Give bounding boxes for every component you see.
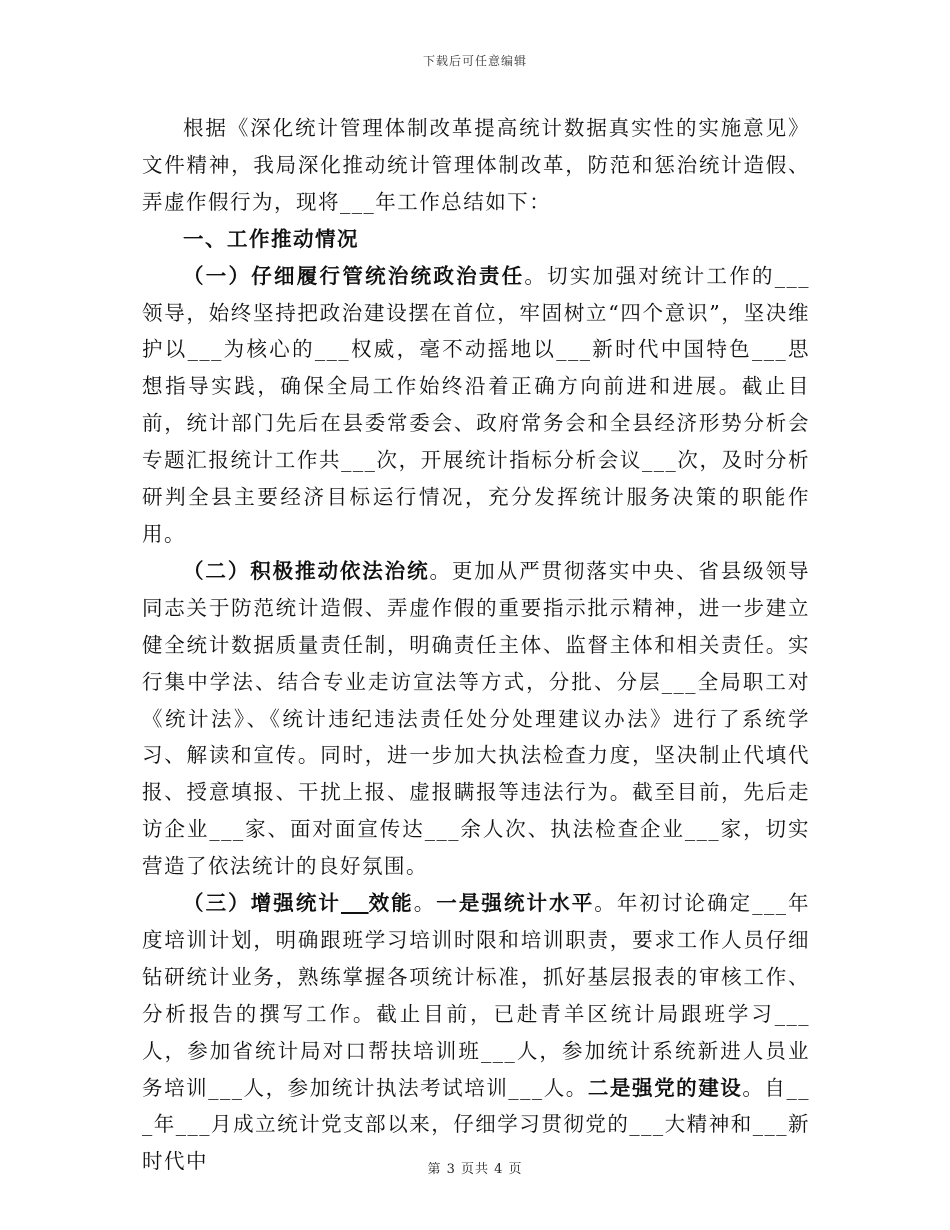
paragraph-3-point-one: 一是强统计水平 xyxy=(436,891,595,916)
paragraph-3-point-two: 二是强党的建设 xyxy=(587,1075,743,1100)
paragraph-2-body: 。更加从严贯彻落实中央、省县级领导同志关于防范统计造假、弄虚作假的重要指示批示精神，进一步建立健全统计数据质量责任制，明确责任主体、监督主体和相关责任。实行集中学法、结合专业走访宣法等方式，分批、分层___全局职工对《统计法》、《统计违纪违法责任处分处理建议办法》进行了系统学习、解读和宣传。同时，进一步加大执法检查力度，坚决制止代填代报、授意填报、干扰上报、虚报瞒报等违法行为。截至目前，先后走访企业___家、面对面宣传达___余人次、执法检查企业___家，切实营造了依法统计的良好氛围。 xyxy=(142,558,811,879)
document-body xyxy=(142,110,810,1180)
paragraph-3-heading-blank xyxy=(341,891,369,915)
paragraph-2-heading: （二）积极推动依法治统 xyxy=(183,558,430,583)
page-footer: 第 3 页共 4 页 xyxy=(427,1162,523,1177)
paragraph-2 xyxy=(142,553,810,885)
section-heading: 一、工作推动情况 xyxy=(183,226,359,251)
paragraph-3-heading-prefix: （三）增强统计 xyxy=(183,891,341,916)
paragraph-3-text-a: 。 xyxy=(413,891,437,916)
paragraph-3-text-e: 。自___年___月成立统计党支部以来，仔细学习贯彻党的___大精神和___新时代中 xyxy=(142,1075,811,1174)
paragraph-1-heading: （一）仔细履行管统治统政治责任 xyxy=(183,263,525,288)
paragraph-1-body: 。切实加强对统计工作的___领导，始终坚持把政治建设摆在首位，牢固树立“四个意识”，坚决维护以___为核心的___权威，毫不动摇地以___新时代中国特色___思想指导实践，确保全局工作始终沿着正确方向前进和进展。截止目前，统计部门先后在县委常委会、政府常务会和全县经济形势分析会专题汇报统计工作共___次，开展统计指标分析会议___次，及时分析研判全县主要经济目标运行情况，充分发挥统计服务决策的职能作用。 xyxy=(142,263,811,546)
paragraph-3 xyxy=(142,885,810,1180)
paragraph-1 xyxy=(142,258,810,553)
paragraph-3-heading-suffix: 效能 xyxy=(368,891,414,916)
intro-paragraph: 根据《深化统计管理体制改革提高统计数据真实性的实施意见》文件精神，我局深化推动统计管理体制改革，防范和惩治统计造假、弄虚作假行为，现将___年工作总结如下： xyxy=(142,116,810,214)
paragraph-3-text-c: 。年初讨论确定___年度培训计划，明确跟班学习培训时限和培训职责，要求工作人员仔细钻研统计业务，熟练掌握各项统计标准，抓好基层报表的审核工作、分析报告的撰写工作。截止目前，已赴青羊区统计局跟班学习___人，参加省统计局对口帮扶培训班___人，参加统计系统新进人员业务培训___人，参加统计执法考试培训___人。 xyxy=(142,891,811,1100)
header-note: 下载后可任意编辑 xyxy=(422,54,527,68)
